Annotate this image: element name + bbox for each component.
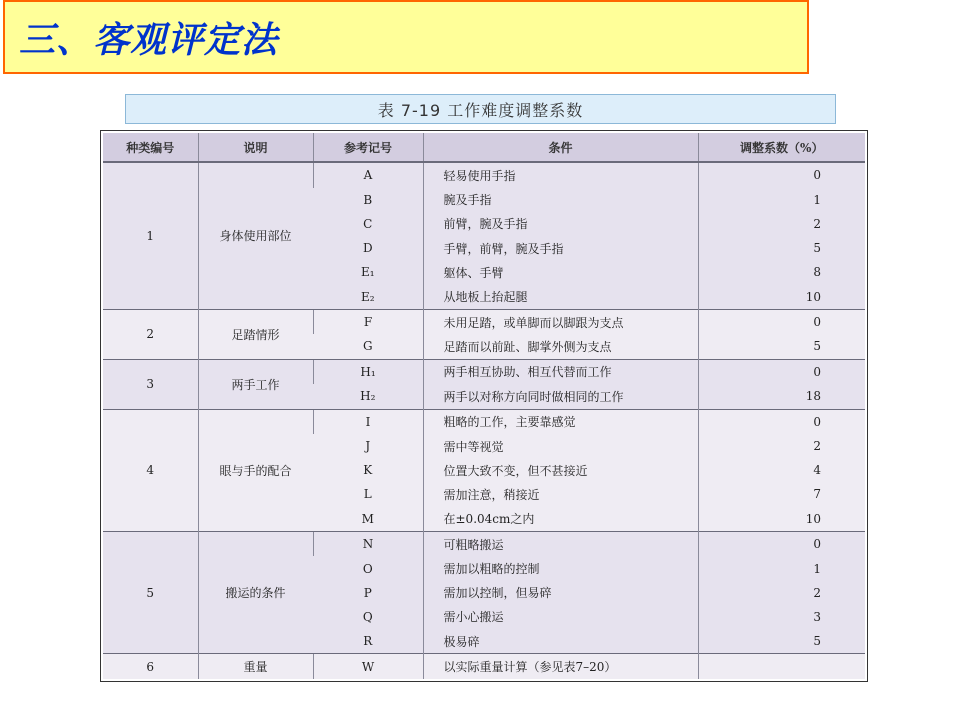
- table-row: [103, 654, 865, 679]
- coefficient-cell: 7: [698, 482, 865, 506]
- condition-cell: 手臂，前臂，腕及手指: [423, 236, 698, 260]
- coefficient-cell: 0: [698, 532, 865, 557]
- category-id-cell: 1: [103, 162, 198, 309]
- reference-code-cell: B: [313, 188, 423, 212]
- header-coefficient: 调整系数（%）: [698, 133, 865, 162]
- coefficient-cell: 5: [698, 236, 865, 260]
- coefficient-cell: 2: [698, 434, 865, 458]
- condition-cell: 需加以粗略的控制: [423, 556, 698, 580]
- condition-cell: 前臂，腕及手指: [423, 212, 698, 236]
- table-row: [103, 162, 865, 188]
- description-cell: 搬运的条件: [198, 532, 313, 654]
- coefficient-cell: 3: [698, 605, 865, 629]
- coefficient-cell: 2: [698, 212, 865, 236]
- category-id-cell: 2: [103, 309, 198, 359]
- table-caption: 表 7-19 工作难度调整系数: [377, 100, 584, 120]
- reference-code-cell: A: [313, 162, 423, 188]
- coefficient-cell: 0: [698, 409, 865, 434]
- reference-code-cell: G: [313, 334, 423, 359]
- coefficient-cell: 8: [698, 260, 865, 284]
- header-category-id: 种类编号: [103, 133, 198, 162]
- slide-title-box: [3, 0, 809, 74]
- reference-code-cell: K: [313, 458, 423, 482]
- description-cell: 足踏情形: [198, 309, 313, 359]
- condition-cell: 位置大致不变，但不甚接近: [423, 458, 698, 482]
- condition-cell: 可粗略搬运: [423, 532, 698, 557]
- reference-code-cell: F: [313, 309, 423, 334]
- description-cell: 身体使用部位: [198, 162, 313, 309]
- header-description: 说明: [198, 133, 313, 162]
- coefficient-cell: 0: [698, 309, 865, 334]
- coefficient-cell: 1: [698, 188, 865, 212]
- reference-code-cell: N: [313, 532, 423, 557]
- table-frame: [100, 130, 868, 682]
- table-row: [103, 409, 865, 434]
- reference-code-cell: O: [313, 556, 423, 580]
- table-body: [103, 162, 865, 679]
- table-header-row: [103, 133, 865, 162]
- table-caption-box: [125, 94, 836, 124]
- condition-cell: 需加注意，稍接近: [423, 482, 698, 506]
- coefficient-cell: 5: [698, 334, 865, 359]
- table-row: [103, 309, 865, 334]
- difficulty-adjustment-table: [103, 133, 865, 679]
- slide-title: 三、客观评定法: [19, 19, 279, 61]
- reference-code-cell: Q: [313, 605, 423, 629]
- table-row: [103, 359, 865, 384]
- coefficient-cell: [698, 654, 865, 679]
- header-condition: 条件: [423, 133, 698, 162]
- coefficient-cell: 10: [698, 507, 865, 532]
- coefficient-cell: 1: [698, 556, 865, 580]
- reference-code-cell: M: [313, 507, 423, 532]
- table-row: [103, 532, 865, 557]
- description-cell: 重量: [198, 654, 313, 679]
- description-cell: 两手工作: [198, 359, 313, 409]
- description-cell: 眼与手的配合: [198, 409, 313, 531]
- reference-code-cell: R: [313, 629, 423, 654]
- reference-code-cell: L: [313, 482, 423, 506]
- condition-cell: 轻易使用手指: [423, 162, 698, 188]
- condition-cell: 两手以对称方向同时做相同的工作: [423, 384, 698, 409]
- condition-cell: 在±0.04cm之内: [423, 507, 698, 532]
- condition-cell: 足踏而以前趾、脚掌外侧为支点: [423, 334, 698, 359]
- reference-code-cell: P: [313, 581, 423, 605]
- condition-cell: 以实际重量计算（参见表7–20）: [423, 654, 698, 679]
- coefficient-cell: 2: [698, 581, 865, 605]
- condition-cell: 未用足踏，或单脚而以脚跟为支点: [423, 309, 698, 334]
- header-reference-code: 参考记号: [313, 133, 423, 162]
- coefficient-cell: 0: [698, 162, 865, 188]
- condition-cell: 两手相互协助、相互代替而工作: [423, 359, 698, 384]
- condition-cell: 腕及手指: [423, 188, 698, 212]
- reference-code-cell: C: [313, 212, 423, 236]
- coefficient-cell: 5: [698, 629, 865, 654]
- reference-code-cell: H₂: [313, 384, 423, 409]
- condition-cell: 需加以控制，但易碎: [423, 581, 698, 605]
- reference-code-cell: I: [313, 409, 423, 434]
- category-id-cell: 4: [103, 409, 198, 531]
- category-id-cell: 6: [103, 654, 198, 679]
- condition-cell: 粗略的工作，主要靠感觉: [423, 409, 698, 434]
- condition-cell: 躯体、手臂: [423, 260, 698, 284]
- condition-cell: 从地板上抬起腿: [423, 284, 698, 309]
- reference-code-cell: J: [313, 434, 423, 458]
- condition-cell: 需小心搬运: [423, 605, 698, 629]
- coefficient-cell: 18: [698, 384, 865, 409]
- reference-code-cell: H₁: [313, 359, 423, 384]
- reference-code-cell: D: [313, 236, 423, 260]
- reference-code-cell: W: [313, 654, 423, 679]
- condition-cell: 极易碎: [423, 629, 698, 654]
- reference-code-cell: E₂: [313, 284, 423, 309]
- category-id-cell: 5: [103, 532, 198, 654]
- coefficient-cell: 10: [698, 284, 865, 309]
- coefficient-cell: 4: [698, 458, 865, 482]
- category-id-cell: 3: [103, 359, 198, 409]
- reference-code-cell: E₁: [313, 260, 423, 284]
- coefficient-cell: 0: [698, 359, 865, 384]
- condition-cell: 需中等视觉: [423, 434, 698, 458]
